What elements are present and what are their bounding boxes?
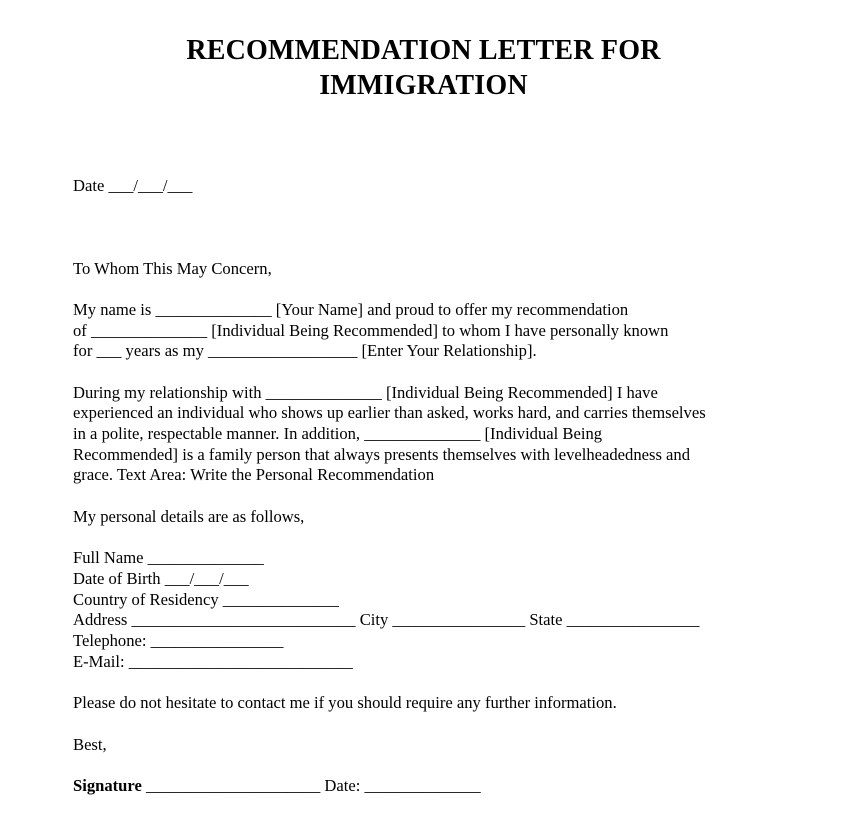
paragraph-2-line-3: in a polite, respectable manner. In addition, ______________ [Individual Being [73,424,603,443]
country-of-residency-field: Country of Residency ______________ [73,590,339,609]
signature-date-blanks: _____________________ Date: ______________ [141,776,481,795]
paragraph-2-line-4: Recommended] is a family person that always presents themselves with levelheadedness and [73,445,691,464]
document-title-line-1: RECOMMENDATION LETTER FOR [186,35,661,66]
date-line: Date ___/___/___ [73,176,193,195]
signature-line [73,775,481,796]
paragraph-2-line-1: During my relationship with ______________ [Individual Being Recommended] I have [73,383,658,402]
paragraph-2-line-5: grace. Text Area: Write the Personal Recommendation [73,465,435,484]
signature-label: Signature [73,776,142,795]
telephone-field: Telephone: ________________ [73,631,284,650]
document-title-line-2: IMMIGRATION [319,70,528,101]
salutation: To Whom This May Concern, [73,259,272,278]
closing-request: Please do not hesitate to contact me if you should require any further information. [73,693,617,712]
details-intro: My personal details are as follows, [73,507,305,526]
full-name-field: Full Name ______________ [73,548,264,567]
sign-off: Best, [73,735,107,754]
paragraph-2-line-2: experienced an individual who shows up earlier than asked, works hard, and carries themselves [73,403,706,422]
address-city-state-field: Address ___________________________ City ________________ State ________________ [73,610,700,629]
paragraph-1-line-2: of ______________ [Individual Being Recommended] to whom I have personally known [73,321,669,340]
paragraph-1-line-3: for ___ years as my __________________ [Enter Your Relationship]. [73,341,537,360]
email-field: E-Mail: ___________________________ [73,652,353,671]
date-of-birth-field: Date of Birth ___/___/___ [73,569,249,588]
paragraph-1-line-1: My name is ______________ [Your Name] and proud to offer my recommendation [73,300,629,319]
